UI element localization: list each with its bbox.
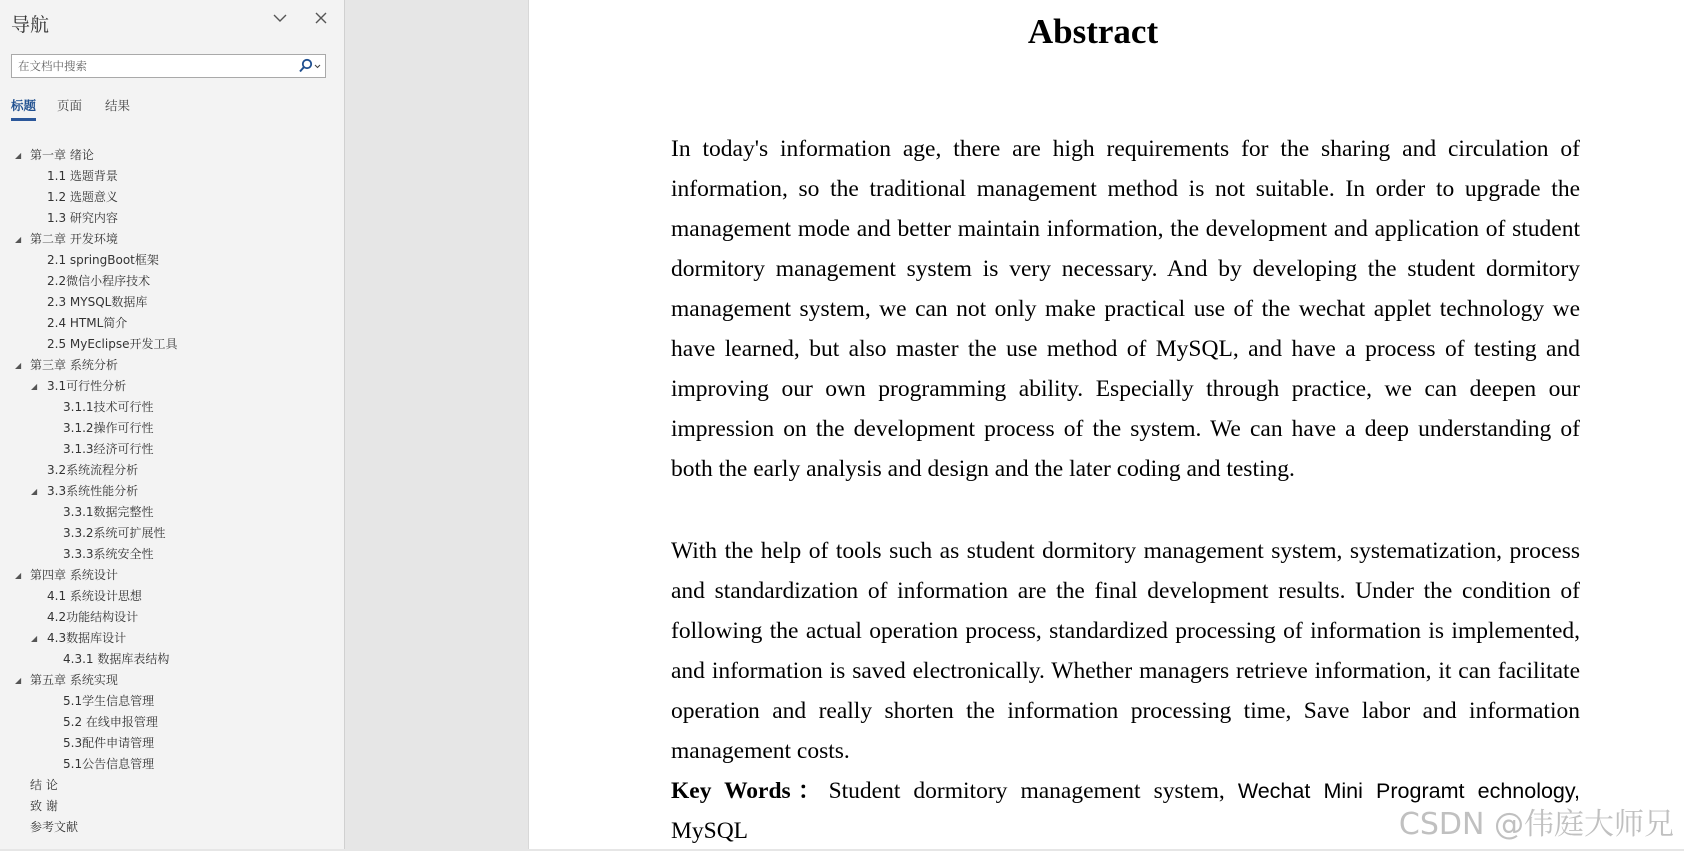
outline-item-label: 1.3 研究内容 <box>47 211 118 225</box>
outline-item[interactable] <box>0 649 340 670</box>
keywords-text-1: Student dormitory management system, <box>828 778 1238 804</box>
collapse-triangle-icon[interactable]: ◢ <box>15 571 22 580</box>
outline-item-label: 结 论 <box>30 778 58 792</box>
outline-item-label: 1.2 选题意义 <box>47 190 118 204</box>
outline-item[interactable] <box>0 187 340 208</box>
outline-item[interactable] <box>0 313 340 334</box>
outline-item[interactable] <box>0 544 340 565</box>
outline-item-label: 3.1.2操作可行性 <box>63 421 154 435</box>
keywords-text-3: MySQL <box>671 818 749 844</box>
outline-item-label: 4.3.1 数据库表结构 <box>63 652 170 666</box>
outline-item[interactable] <box>0 418 340 439</box>
outline-item[interactable] <box>0 775 340 796</box>
outline-item[interactable] <box>0 229 340 250</box>
outline-item-label: 5.2 在线申报管理 <box>63 715 158 729</box>
outline-item[interactable] <box>0 586 340 607</box>
search-input[interactable] <box>16 56 290 76</box>
outline-item-label: 2.1 springBoot框架 <box>47 253 159 267</box>
close-icon[interactable] <box>314 11 328 25</box>
outline-item[interactable] <box>0 523 340 544</box>
outline-item[interactable] <box>0 754 340 775</box>
outline-item-label: 4.2功能结构设计 <box>47 610 139 624</box>
nav-title: 导航 <box>11 14 50 36</box>
tab-pages[interactable]: 页面 <box>57 98 83 113</box>
outline-item[interactable] <box>0 502 340 523</box>
tab-results[interactable]: 结果 <box>105 98 131 113</box>
outline-item-label: 3.3.1数据完整性 <box>63 505 154 519</box>
outline-item-label: 3.3.3系统安全性 <box>63 547 154 561</box>
outline-item-label: 5.1学生信息管理 <box>63 694 155 708</box>
outline-item[interactable] <box>0 355 340 376</box>
keywords-label: Key Words： <box>671 778 829 804</box>
active-tab-indicator <box>11 118 36 121</box>
watermark: CSDN @伟庭大师兄 <box>1398 807 1674 842</box>
outline-item-label: 参考文献 <box>30 820 79 834</box>
outline-item-label: 5.1公告信息管理 <box>63 757 155 771</box>
search-box <box>11 54 326 78</box>
outline-item[interactable] <box>0 733 340 754</box>
collapse-triangle-icon[interactable]: ◢ <box>15 235 22 244</box>
outline-item[interactable] <box>0 145 340 166</box>
collapse-triangle-icon[interactable]: ◢ <box>15 151 22 160</box>
collapse-triangle-icon[interactable]: ◢ <box>15 676 22 685</box>
keywords-text-2: Wechat Mini Programt echnology, <box>1237 779 1581 803</box>
chevron-down-icon[interactable] <box>271 9 289 27</box>
outline-item[interactable] <box>0 817 340 838</box>
collapse-triangle-icon[interactable]: ◢ <box>15 361 22 370</box>
outline-item[interactable] <box>0 460 340 481</box>
outline-item-label: 3.2系统流程分析 <box>47 463 139 477</box>
abstract-paragraph-2: With the help of tools such as student dormitory management system, systematization, process and standardization of information are the final development results. Under the condition of following the actual operation process, standardized processing of information is implemented, and information is saved electronically. Whether managers retrieve information, it can facilitate operation and really shorten the information processing time, Save labor and information management costs. <box>671 538 1580 764</box>
outline-item-label: 3.1可行性分析 <box>47 379 127 393</box>
tab-headings[interactable]: 标题 <box>11 98 37 113</box>
outline-item[interactable] <box>0 250 340 271</box>
page-title: Abstract <box>1027 12 1159 51</box>
outline-item-label: 1.1 选题背景 <box>47 169 118 183</box>
outline-item[interactable] <box>0 166 340 187</box>
outline-item[interactable] <box>0 712 340 733</box>
outline-item-label: 第三章 系统分析 <box>30 358 118 372</box>
outline-item-label: 2.3 MYSQL数据库 <box>47 295 148 309</box>
collapse-triangle-icon[interactable]: ◢ <box>31 634 38 643</box>
navigation-pane <box>0 0 345 849</box>
outline-item[interactable] <box>0 439 340 460</box>
outline-item[interactable] <box>0 796 340 817</box>
outline-item[interactable] <box>0 334 340 355</box>
outline-item-label: 3.3系统性能分析 <box>47 484 139 498</box>
outline-item[interactable] <box>0 271 340 292</box>
outline-item-label: 第五章 系统实现 <box>30 673 118 687</box>
outline-item-label: 2.2微信小程序技术 <box>47 274 151 288</box>
outline-item-label: 第一章 绪论 <box>30 148 94 162</box>
outline-item-label: 4.3数据库设计 <box>47 631 127 645</box>
document-page <box>528 0 1684 849</box>
outline-item[interactable] <box>0 628 340 649</box>
collapse-triangle-icon[interactable]: ◢ <box>31 382 38 391</box>
outline-item[interactable] <box>0 670 340 691</box>
outline-item[interactable] <box>0 208 340 229</box>
heading-outline <box>0 145 340 838</box>
outline-item-label: 3.1.3经济可行性 <box>63 442 154 456</box>
outline-item-label: 第二章 开发环境 <box>30 232 118 246</box>
outline-item[interactable] <box>0 481 340 502</box>
outline-item[interactable] <box>0 397 340 418</box>
search-icon[interactable] <box>295 57 323 75</box>
outline-item[interactable] <box>0 565 340 586</box>
outline-item-label: 4.1 系统设计思想 <box>47 589 142 603</box>
outline-item[interactable] <box>0 376 340 397</box>
abstract-paragraph-1: In today's information age, there are high requirements for the sharing and circulation of information, so the traditional management method is not suitable. In order to upgrade the management mode and better maintain information, the development and application of student dormitory management system is very necessary. And by developing the student dormitory management system, we can not only make practical use of the wechat applet technology we have learned, but also master the use method of MySQL, and have a process of testing and improving our own programming ability. Especially through practice, we can deepen our impression on the development process of the system. We can have a deep understanding of both the early analysis and design and the later coding and testing. <box>671 136 1580 482</box>
outline-item-label: 3.1.1技术可行性 <box>63 400 154 414</box>
outline-item-label: 2.4 HTML简介 <box>47 316 128 330</box>
outline-item-label: 3.3.2系统可扩展性 <box>63 526 166 540</box>
outline-item-label: 致 谢 <box>30 799 58 813</box>
collapse-triangle-icon[interactable]: ◢ <box>31 487 38 496</box>
outline-item-label: 第四章 系统设计 <box>30 568 118 582</box>
outline-item[interactable] <box>0 292 340 313</box>
outline-item-label: 2.5 MyEclipse开发工具 <box>47 337 178 351</box>
outline-item-label: 5.3配件申请管理 <box>63 736 155 750</box>
outline-item[interactable] <box>0 691 340 712</box>
outline-item[interactable] <box>0 607 340 628</box>
